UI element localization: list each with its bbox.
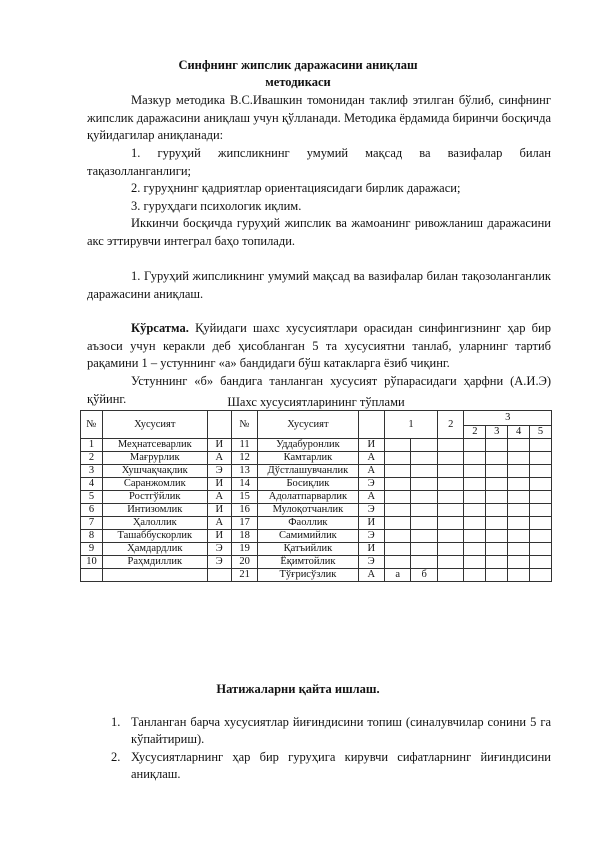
table-cell: Э [358, 504, 384, 517]
table-row [81, 491, 552, 504]
answer-cell[interactable] [508, 478, 530, 491]
answer-cell[interactable] [384, 556, 410, 569]
answer-cell[interactable] [411, 465, 437, 478]
table-cell: 7 [81, 517, 103, 530]
answer-cell[interactable] [508, 439, 530, 452]
table-cell: Мулоқотчанлик [258, 504, 358, 517]
answer-cell[interactable] [384, 543, 410, 556]
section-heading-1: 1. Гуруҳий жипсликнинг умумий мақсад ва вазифалар билан тақозоланганлик даражасини аниқлаш. [87, 269, 551, 301]
table-header-row [81, 411, 552, 426]
answer-cell[interactable] [464, 517, 486, 530]
answer-cell[interactable] [411, 452, 437, 465]
sub-header: 4 [508, 426, 530, 439]
answer-cell[interactable] [464, 452, 486, 465]
table-row [81, 556, 552, 569]
list-item: 2. гуруҳнинг қадриятлар ориентациясидаги бирлик даражаси; [131, 181, 461, 195]
answer-cell[interactable] [530, 556, 552, 569]
answer-cell[interactable] [411, 517, 437, 530]
table-cell: 16 [231, 504, 257, 517]
answer-cell[interactable] [508, 517, 530, 530]
table-caption: Шахс хусусиятларининг тўплами [227, 395, 405, 409]
table-cell: Меҳнатсеварлик [102, 439, 207, 452]
answer-cell[interactable] [508, 569, 530, 582]
col-trait-header: Хусусият [102, 411, 207, 439]
table-row [81, 504, 552, 517]
answer-cell[interactable] [384, 465, 410, 478]
table-cell: Қатъийлик [258, 543, 358, 556]
table-cell: 11 [231, 439, 257, 452]
table-cell: И [207, 478, 231, 491]
instruction-paragraph: Кўрсатма. Қуйидаги шахс хусусиятлари орасидан синфингизнинг ҳар бир аъзоси учун керакли деб ҳисобланган 5 та хусусиятни танлаб, уларнинг тартиб рақамини 1 – устуннинг «а» бандидаги бўш катакларга ёзиб чиқинг. [87, 321, 551, 370]
answer-cell[interactable] [464, 556, 486, 569]
answer-cell[interactable] [486, 452, 508, 465]
col-num-header: № [81, 411, 103, 439]
table-cell: Саранжомлик [102, 478, 207, 491]
answer-cell[interactable] [508, 504, 530, 517]
table-cell: 21 [231, 569, 257, 582]
table-cell: 13 [231, 465, 257, 478]
answer-cell[interactable] [486, 530, 508, 543]
answer-cell[interactable] [411, 543, 437, 556]
table-cell: А [358, 465, 384, 478]
table-cell: Э [207, 465, 231, 478]
answer-cell[interactable] [464, 478, 486, 491]
document-title: Синфнинг жипслик даражасини аниқлаш [178, 58, 418, 72]
table-cell: И [207, 439, 231, 452]
results-title: Натижаларни қайта ишлаш. [216, 682, 380, 696]
answer-cell[interactable] [530, 491, 552, 504]
answer-cell[interactable] [437, 530, 463, 543]
table-cell: 17 [231, 517, 257, 530]
answer-cell[interactable] [508, 556, 530, 569]
table-cell: А [358, 491, 384, 504]
table-cell: Интизомлик [102, 504, 207, 517]
table-cell: А [207, 517, 231, 530]
answer-cell[interactable] [464, 530, 486, 543]
table-cell: Э [207, 556, 231, 569]
sub-header: 3 [486, 426, 508, 439]
table-cell: Ёқимтойлик [258, 556, 358, 569]
answer-cell[interactable] [508, 465, 530, 478]
col-num2-header: № [231, 411, 257, 439]
list-item: 1. гуруҳий жипсликнинг умумий мақсад ва вазифалар билан тақазолланганлиги; [87, 146, 551, 178]
col-3-header: 3 [464, 411, 552, 426]
table-cell: И [358, 517, 384, 530]
table-cell: Босиқлик [258, 478, 358, 491]
answer-cell[interactable] [437, 556, 463, 569]
answer-cell[interactable] [530, 465, 552, 478]
col-letter-header [207, 411, 231, 439]
table-cell: 12 [231, 452, 257, 465]
answer-cell[interactable] [486, 504, 508, 517]
answer-cell[interactable] [508, 452, 530, 465]
answer-cell[interactable] [384, 491, 410, 504]
table-cell: Тўғрисўзлик [258, 569, 358, 582]
answer-cell[interactable] [530, 569, 552, 582]
answer-cell[interactable] [530, 452, 552, 465]
table-cell: 19 [231, 543, 257, 556]
result-item: 1. Танланган барча хусусиятлар йиғиндисини топиш (синалувчилар сонини 5 га кўпайтириш). [111, 715, 551, 746]
answer-cell[interactable] [437, 569, 463, 582]
table-cell: 6 [81, 504, 103, 517]
answer-cell[interactable] [411, 491, 437, 504]
table-cell [207, 569, 231, 582]
table-cell: Уддабуронлик [258, 439, 358, 452]
table-row [81, 465, 552, 478]
table-cell: 20 [231, 556, 257, 569]
table-cell [81, 569, 103, 582]
table-cell: Хушчақчақлик [102, 465, 207, 478]
table-cell: 15 [231, 491, 257, 504]
table-cell: 5 [81, 491, 103, 504]
table-cell: А [207, 491, 231, 504]
answer-cell[interactable] [530, 504, 552, 517]
col-trait2-header: Хусусият [258, 411, 358, 439]
answer-cell[interactable] [486, 478, 508, 491]
col-2-header: 2 [437, 411, 463, 439]
table-cell: Ҳалоллик [102, 517, 207, 530]
table-cell: 1 [81, 439, 103, 452]
answer-cell[interactable] [437, 439, 463, 452]
table-cell: Фаоллик [258, 517, 358, 530]
table-cell [102, 569, 207, 582]
answer-cell[interactable] [411, 478, 437, 491]
table-cell: 2 [81, 452, 103, 465]
table-cell: 8 [81, 530, 103, 543]
table-cell: Э [358, 530, 384, 543]
table-row [81, 478, 552, 491]
table-cell: А [207, 452, 231, 465]
answer-cell[interactable] [411, 530, 437, 543]
answer-cell[interactable] [437, 452, 463, 465]
table-cell: 10 [81, 556, 103, 569]
answer-cell[interactable] [486, 491, 508, 504]
answer-cell[interactable] [464, 543, 486, 556]
answer-cell[interactable] [384, 439, 410, 452]
list-item: 3. гуруҳдаги психологик иқлим. [131, 199, 302, 213]
sub-header: 5 [530, 426, 552, 439]
answer-cell[interactable] [464, 465, 486, 478]
table-row [81, 543, 552, 556]
second-stage-paragraph: Иккинчи босқичда гуруҳий жипслик ва жамоанинг ривожланиш даражасини акс эттирувчи интеграл баҳо топилади. [87, 216, 551, 248]
table-cell: Самимийлик [258, 530, 358, 543]
result-item: 2. Хусусиятларнинг ҳар бир гуруҳига кирувчи сифатларнинг йиғиндисини аниқлаш. [111, 750, 551, 781]
table-cell: 3 [81, 465, 103, 478]
answer-cell[interactable] [486, 543, 508, 556]
answer-cell[interactable]: а [384, 569, 410, 582]
answer-cell[interactable] [508, 491, 530, 504]
intro-paragraph: Мазкур методика В.С.Ивашкин томонидан таклиф этилган бўлиб, синфнинг жипслик даражасини аниқлаш учун қўлланади. Методика ёрдамида биринчи босқичда қуйидагилар аниқланади: [87, 93, 551, 142]
answer-cell[interactable] [486, 465, 508, 478]
table-cell: Дўстлашувчанлик [258, 465, 358, 478]
answer-cell[interactable] [464, 439, 486, 452]
answer-cell[interactable] [530, 530, 552, 543]
table-cell: Раҳмдиллик [102, 556, 207, 569]
table-cell: Ташаббускорлик [102, 530, 207, 543]
table-cell: Ростгўйлик [102, 491, 207, 504]
table-cell: Ҳамдардлик [102, 543, 207, 556]
answer-cell[interactable] [437, 478, 463, 491]
answer-cell[interactable] [411, 556, 437, 569]
answer-cell[interactable] [486, 517, 508, 530]
table-cell: 4 [81, 478, 103, 491]
answer-cell[interactable] [486, 569, 508, 582]
answer-cell[interactable] [437, 465, 463, 478]
table-cell: И [207, 504, 231, 517]
table-cell: Э [358, 556, 384, 569]
table-cell: Камтарлик [258, 452, 358, 465]
answer-cell[interactable] [530, 517, 552, 530]
answer-cell[interactable]: б [411, 569, 437, 582]
table-cell: Э [207, 543, 231, 556]
table-cell: 9 [81, 543, 103, 556]
table-cell: Адолатпарварлик [258, 491, 358, 504]
answer-cell[interactable] [508, 530, 530, 543]
table-cell: А [358, 569, 384, 582]
answer-cell[interactable] [411, 504, 437, 517]
table-cell: 14 [231, 478, 257, 491]
table-cell: А [358, 452, 384, 465]
instruction-label: Кўрсатма. [131, 321, 189, 335]
instruction-paragraph-2: Устуннинг «б» бандига танланган хусусият рўпарасидаги ҳарфни (А.И.Э) қўйинг. [87, 374, 551, 406]
table-cell: 18 [231, 530, 257, 543]
table-row [81, 517, 552, 530]
answer-cell[interactable] [437, 517, 463, 530]
traits-table [80, 410, 552, 582]
answer-cell[interactable] [486, 439, 508, 452]
table-row [81, 530, 552, 543]
answer-cell[interactable] [384, 478, 410, 491]
answer-cell[interactable] [384, 504, 410, 517]
document-title-line2: методикаси [265, 75, 331, 89]
answer-cell[interactable] [464, 491, 486, 504]
table-cell: И [207, 530, 231, 543]
col-1-header: 1 [384, 411, 437, 439]
table-cell: Э [358, 478, 384, 491]
answer-cell[interactable] [411, 439, 437, 452]
answer-cell[interactable] [464, 569, 486, 582]
answer-cell[interactable] [464, 504, 486, 517]
answer-cell[interactable] [486, 556, 508, 569]
answer-cell[interactable] [530, 439, 552, 452]
answer-cell[interactable] [437, 504, 463, 517]
answer-cell[interactable] [530, 543, 552, 556]
table-cell: И [358, 439, 384, 452]
answer-cell[interactable] [508, 543, 530, 556]
answer-cell[interactable] [437, 491, 463, 504]
table-cell: Мағрурлик [102, 452, 207, 465]
table-cell: И [358, 543, 384, 556]
answer-cell[interactable] [530, 478, 552, 491]
table-row [81, 452, 552, 465]
answer-cell[interactable] [384, 517, 410, 530]
table-row [81, 439, 552, 452]
answer-cell[interactable] [384, 452, 410, 465]
table-row [81, 569, 552, 582]
answer-cell[interactable] [384, 530, 410, 543]
sub-header: 2 [464, 426, 486, 439]
col-letter2-header [358, 411, 384, 439]
answer-cell[interactable] [437, 543, 463, 556]
